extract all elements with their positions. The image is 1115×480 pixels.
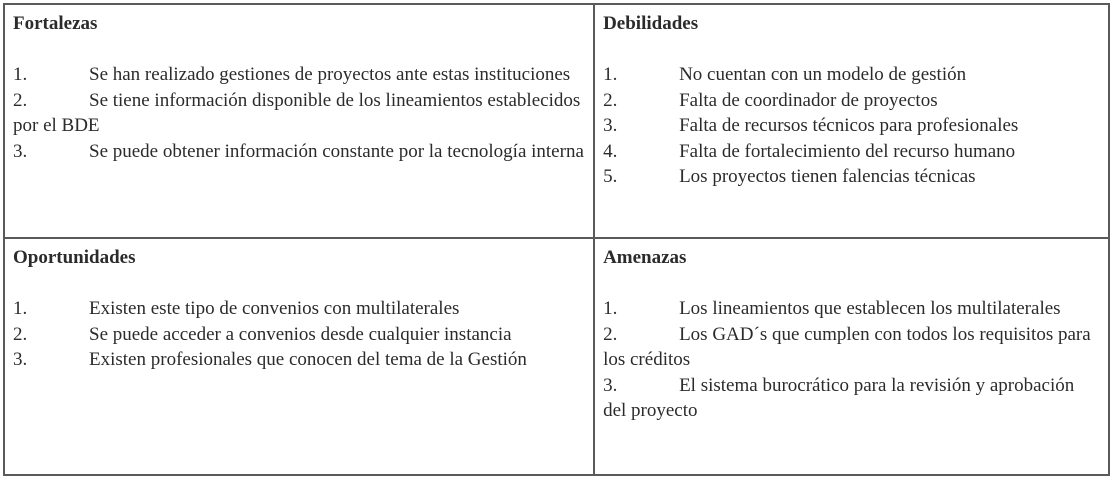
list-item [13,139,585,165]
item-text: Se tiene información disponible de los lineamientos establecidos por el BDE [13,89,581,136]
item-list [13,62,585,164]
quadrant-debilidades [594,4,1109,238]
item-text: Se puede obtener información constante por la tecnología interna [89,140,584,162]
item-list [603,62,1100,190]
swot-row-internal [4,4,1109,238]
list-item [13,322,585,348]
quadrant-oportunidades [4,238,594,475]
quadrant-title: Fortalezas [13,13,98,34]
item-number: 1. [13,298,28,319]
list-item [13,62,585,88]
item-number: 2. [13,323,28,345]
item-text: Existen profesionales que conocen del tema de la Gestión [89,349,527,370]
list-item [603,88,1100,114]
quadrant-title: Amenazas [603,247,687,268]
list-item [603,373,1100,424]
item-list [13,296,585,373]
item-text: Se han realizado gestiones de proyectos ante estas instituciones [89,64,571,85]
list-item [603,62,1100,88]
item-text: Existen este tipo de convenios con multilaterales [89,298,460,319]
item-number: 3. [13,349,28,370]
item-text: Falta de coordinador de proyectos [679,89,938,111]
list-item [13,88,585,139]
item-list [603,296,1100,424]
item-text: No cuentan con un modelo de gestión [679,64,967,85]
item-number: 4. [603,140,618,162]
quadrant-title: Debilidades [603,13,699,34]
item-number: 3. [603,115,618,136]
item-number: 1. [603,298,618,319]
item-number: 2. [603,323,618,345]
item-text: El sistema burocrático para la revisión y aprobación del proyecto [603,374,1075,421]
quadrant-amenazas [594,238,1109,475]
item-number: 1. [13,64,28,85]
item-number: 3. [603,374,618,396]
item-text: Los GAD´s que cumplen con todos los requisitos para los créditos [603,323,1091,370]
item-number: 1. [603,64,618,85]
list-item [603,139,1100,165]
list-item [13,296,585,322]
item-number: 5. [603,166,618,187]
item-text: Falta de recursos técnicos para profesionales [679,115,1019,136]
item-text: Falta de fortalecimiento del recurso humano [679,140,1016,162]
item-number: 2. [13,89,28,111]
list-item [13,347,585,373]
list-item [603,113,1100,139]
quadrant-title: Oportunidades [13,247,136,268]
swot-matrix [3,3,1110,476]
item-text: Los lineamientos que establecen los multilaterales [679,298,1061,319]
list-item [603,296,1100,322]
list-item [603,164,1100,190]
quadrant-fortalezas [4,4,594,238]
item-text: Los proyectos tienen falencias técnicas [679,166,976,187]
item-text: Se puede acceder a convenios desde cualquier instancia [89,323,512,345]
swot-row-external [4,238,1109,475]
item-number: 2. [603,89,618,111]
list-item [603,322,1100,373]
item-number: 3. [13,140,28,162]
